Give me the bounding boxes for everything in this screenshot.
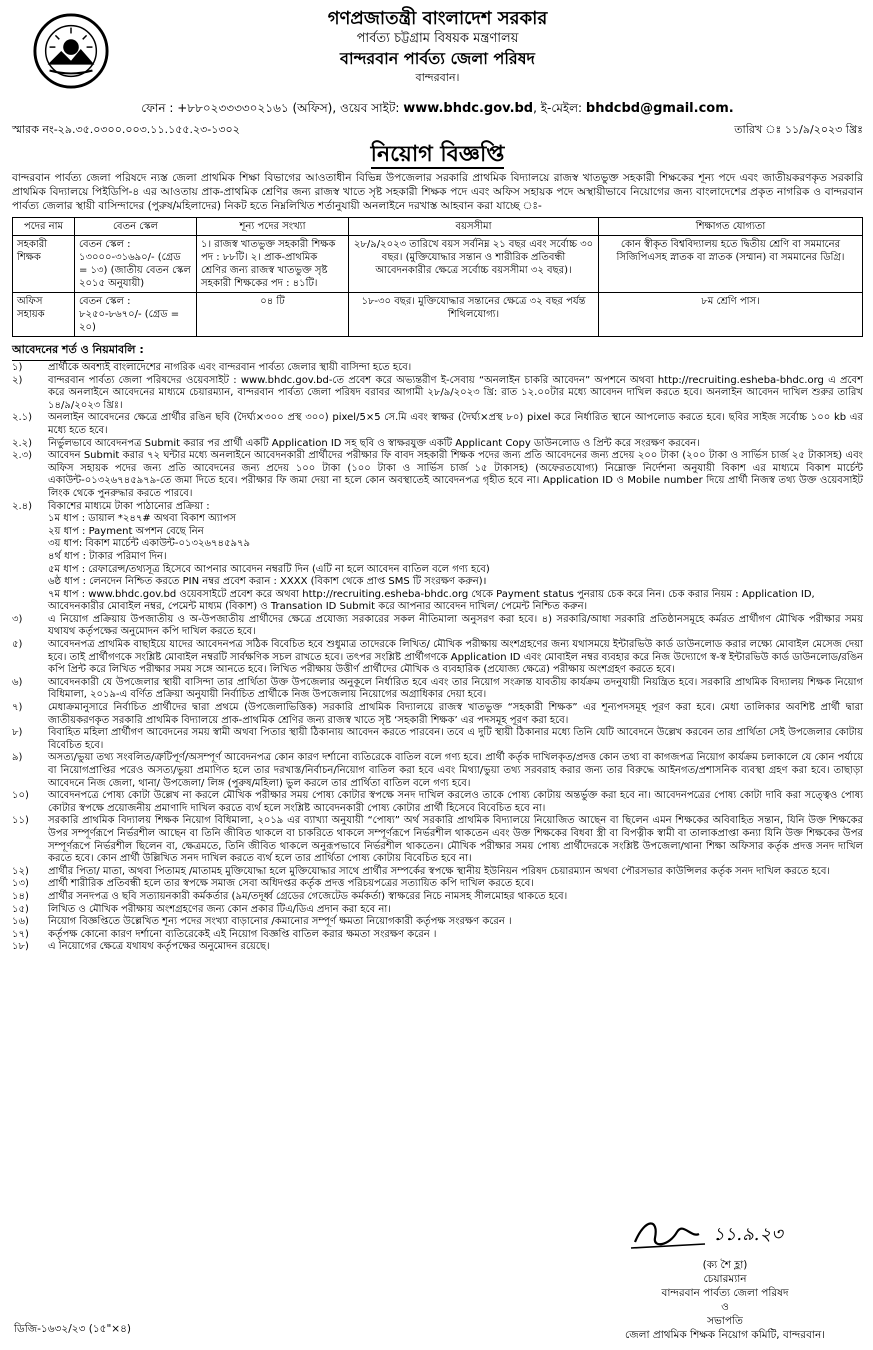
table-row — [13, 293, 863, 337]
list-item: ২.৪) বিকাশের মাধ্যমে টাকা পাঠানোর প্রক্রিয়া : — [12, 500, 210, 512]
list-item: ২.৩) আবেদন Submit করার ৭২ ঘন্টার মধ্যে অনলাইনে আবেদনকারী প্রার্থীদের পরীক্ষার ফি বাবদ সহকারী শিক্ষক পদের জন্য প্রতি আবেদনের জন্য প্রদেয় ২০০ টাকা (২০০ টাকা ও সার্ভিস চার্জ ২৫ টাকাসহ) এবং অফিস সহায়ক পদের জন্য প্রতি আবেদনের জন্য প্রদেয় ১০০ টাকা (১০০ টাকা ও সার্ভিস চার্জ ১৫ টাকাসহ) (অফেরতযোগ্য) নিম্নোক্ত নির্দেশনা অনুযায়ী বিকাশ এর মাধ্যমে বিকাশ মার্চেন্ট একাউন্ট-০১৩২৬৭৪৫৯৭৯-তে জমা দিতে হবে। পরীক্ষার ফি জমা দেয়া না হলে কোন অবস্থাতেই আবেদনপত্র গৃহীত হবে না। Application ID ও Mobile number দিয়ে প্রার্থী নিজস্ব তথ্য উক্ত ওয়েবসাইট লিংক থেকে পুনরুদ্ধার করতে পারবে। — [12, 450, 863, 499]
signatory-name: (ক্য শৈ হ্লা) — [702, 1259, 748, 1271]
list-item: ৩) এ নিয়োগ প্রক্রিয়ায় উপজাতীয় ও অ-উপজাতীয় প্রার্থীদের ক্ষেত্রে প্রযোজ্য সরকারের সকল নীতিমালা অনুসরণ করা হবে। ৪) সরকারি/আধা সরকারি প্রতিষ্ঠানসমূহে কর্মরত প্রার্থীগণ মৌখিক পরীক্ষার সময় যথাযথ কর্তৃপক্ষের অনুমোদন কপি দাখিল করতে হবে। — [12, 613, 863, 638]
list-item: ৫) আবেদনপত্র প্রাথমিক বাছাইয়ে যাদের আবেদনপত্র সঠিক বিবেচিত হবে শুধুমাত্র তাদেরকে লিখিত/ মৌখিক পরীক্ষায় অংশগ্রহণের জন্য যথাসময়ে ইন্টারভিউ কার্ড ডাউনলোড করার লক্ষ্যে মোবাইল মেসেজ দেয়া হবে। তাই প্রার্থীগণকে সংশ্লিষ্ট মোবাইল নম্বরটি সার্বক্ষণিক সচল রাখতে হবে। তৎপর সংশ্লিষ্ট প্রার্থীগণকে Application ID এবং মোবাইল নম্বর ব্যবহার করে নিজ উদ্যোগে স্ব-স্ব ইন্টারভিউ কার্ড ডাউনলোড/রঙিন কপি প্রিন্ট করে লিখিত পরীক্ষার সময় সঙ্গে আনতে হবে। লিখিত পরীক্ষায় উত্তীর্ণ প্রার্থীদের মৌখিক ও ব্যবহারিক (প্রযোজ্য ক্ষেত্রে) পরীক্ষায় অংশগ্রহণ করতে হবে। — [12, 639, 863, 676]
list-item: ১৩) প্রার্থী শারীরিক প্রতিবন্ধী হলে তার স্বপক্ষে সমাজ সেবা অধিদপ্তর কর্তৃক প্রদত্ত পরিচয়পত্রের সত্যায়িত কপি দাখিল করতে হবে। — [12, 878, 534, 890]
email-label: , ই-মেইল: — [533, 101, 583, 115]
list-item: ২) বান্দরবান পার্বত্য জেলা পরিষদের ওয়েবসাইট : www.bhdc.gov.bd-তে প্রবেশ করে অভ্যন্তরীণ ই-সেবায় “অনলাইন চাকরি আবেদন” অপশনে অথবা http://recruiting.esheba-bhdc.org এ প্রবেশ করে অনলাইনে আবেদনের মাধ্যমে চেয়ারম্যান, বান্দরবান পার্বত্য জেলা পরিষদ বরাবর আগামী ২৮/৯/২০২৩ খ্রি: রাত ১২.০০টার মধ্যে আবেদন দাখিল করতে হবে। অনলাইন আবেদন দাখিল শুরুর তারিখ ১৪/৯/২০২৩ খ্রিঃ। — [12, 374, 863, 411]
list-item: ৮) বিবাহিত মহিলা প্রার্থীগণ আবেদনের সময় স্বামী অথবা পিতার স্থায়ী ঠিকানায় আবেদন করতে পারবেন। তবে এ দুটি স্থায়ী ঠিকানার মধ্যে তিনি যেটি আবেদনে উল্লেখ করবেন তার প্রার্থিতা সেই উপজেলার কোটায় বিবেচিত হবে। — [12, 727, 863, 751]
cell-vacancy: ০৪ টি — [197, 293, 349, 337]
list-item: ১৭) কর্তৃপক্ষ কোনো কারণ দর্শানো ব্যতিরেকেই এই নিয়োগ বিজ্ঞপ্তি বাতিল করার ক্ষমতা সংরক্ষণ করেন । — [12, 928, 437, 940]
cell-qualification: ৮ম শ্রেণি পাস। — [599, 293, 863, 337]
signature-icon — [625, 1208, 825, 1254]
cell-age: ১৮-৩০ বছর। মুক্তিযোদ্ধার সন্তানের ক্ষেত্রে ৩২ বছর পর্যন্ত শিথিলযোগ্য। — [349, 293, 599, 337]
location: বান্দরবান। — [415, 71, 460, 84]
memo-number: স্মারক নং-২৯.৩৫.০৩০০.০০৩.১১.১৫৫.২৩-১৩০২ — [12, 123, 240, 136]
cell-qualification: কোন স্বীকৃত বিশ্ববিদ্যালয় হতে দ্বিতীয় শ্রেণি বা সমমানের সিজিপিএসহ স্নাতক বা স্নাতক (সম্মান) বা সমমানের ডিগ্রি। — [599, 236, 863, 293]
step-item: ১ম ধাপ : ডায়াল *২৪৭# অথবা বিকাশ অ্যাপস — [48, 513, 237, 525]
table-header-row — [13, 218, 863, 236]
step-item: ২য় ধাপ : Payment অপশন বেছে নিন — [48, 525, 204, 537]
memo-row — [12, 123, 863, 137]
cell-post: অফিস সহায়ক — [13, 293, 75, 337]
step-item: ৪র্থ ধাপ : টাকার পরিমাণ দিন। — [48, 550, 167, 562]
step-item: ৫ম ধাপ : রেফারেন্স/তথ্যসূত্র হিসেবে আপনার আবেদন নম্বরটি দিন (এটি না হলে আবেদন বাতিল বলে গণ্য হবে) — [48, 563, 490, 575]
step-item: ৭ম ধাপ : www.bhdc.gov.bd ওয়েবসাইটে প্রবেশ করে অথবা http://recruiting.esheba-bhdc.org থেকে Payment status পুনরায় চেক করে নিন। চেক করার নিয়ম : Application ID, আবেদনকারীর মোবাইল নম্বর, পেমেন্ট মাধ্যম (বিকাশ) ও Transation ID Submit করে আপনার আবেদন দাখিল/ পেমেন্ট নিশ্চিত করুন। — [48, 588, 815, 613]
step-item: ৬ষ্ঠ ধাপ : লেনদেন নিশ্চিত করতে PIN নম্বর প্রবেশ করান : XXXX (বিকাশ থেকে প্রাপ্ত SMS টি সংরক্ষণ করুন)। — [48, 576, 487, 588]
header-vacancy: শূন্য পদের সংখ্যা — [197, 218, 349, 236]
signatory-title3: সভাপতি — [707, 1315, 743, 1327]
intro-paragraph: বান্দরবান পার্বত্য জেলা পরিষদে ন্যস্ত জেলা প্রাথমিক শিক্ষা বিভাগের আওতাধীন বিভিন্ন উপজেলার সরকারি প্রাথমিক বিদ্যালয়ে রাজস্ব খাতভুক্ত সহকারী শিক্ষকের শূন্য পদে এবং জাতীয়করণকৃত সরকারি প্রাথমিক বিদ্যালয়ে পিইডিপি-৪ এর আওতায় প্রাক-প্রাথমিক শ্রেণির জন্য রাজস্ব খাতে সৃষ্ট সহকারী শিক্ষক পদে এবং অফিস সহায়ক পদে অস্থায়ীভাবে নিয়োগের জন্য বাংলাদেশের প্রকৃত নাগরিক ও বান্দরবান পার্বত্য জেলার স্থায়ী বাসিন্দাদের (পুরুষ/মহিলাদের) নিকট হতে নিম্নলিখিত শর্তানুযায়ী অনলাইনে দরখাস্ত আহবান করা যাচ্ছে ঃ- — [12, 172, 863, 212]
council-logo-icon — [32, 12, 110, 90]
cell-scale: বেতন স্কেল : ১৩০০০-৩১৬৯০/- (গ্রেড = ১৩) (জাতীয় বেতন স্কেল ২০১৫ অনুযায়ী) — [75, 236, 197, 293]
list-item: ১২) প্রার্থীর পিতা/ মাতা, অথবা পিতামহ /মাতামহ মুক্তিযোদ্ধা হলে মুক্তিযোদ্ধার সাথে প্রার্থীর সম্পর্কের স্বপক্ষে স্থানীয় ইউনিয়ন পরিষদ চেয়ারম্যান অথবা পৌরসভার কাউন্সিলর কর্তৃক সনদ দাখিল করতে হবে। — [12, 865, 830, 877]
list-item: ১৬) নিয়োগ বিজ্ঞপ্তিতে উল্লেখিত শূন্য পদের সংখ্যা বাড়ানোর /কমানোর সম্পূর্ণ ক্ষমতা নিয়োগকারী কর্তৃপক্ষ সংরক্ষণ করেন । — [12, 916, 512, 928]
council-title: বান্দরবান পার্বত্য জেলা পরিষদ — [340, 49, 535, 68]
terms-list — [12, 362, 863, 954]
signature-date: ১১.৯.২৩ — [713, 1224, 783, 1245]
email-link[interactable]: bhdcbd@gmail.com. — [585, 101, 734, 116]
list-item: ১১) সরকারি প্রাথমিক বিদ্যালয় শিক্ষক নিয়োগ বিধিমালা, ২০১৯ এর ব্যাখ্যা অনুযায়ী “পোষ্য” অর্থ সরকারি প্রাথমিক বিদ্যালয়ে নিয়োজিত আছেন বা ছিলেন এমন শিক্ষকের অবিবাহিত সন্তান, যিনি উক্ত শিক্ষকের উপর সম্পূর্ণরূপে নির্ভরশীল আছেন বা তিনি জীবিত থাকলে বা চাকরিতে থাকলে সম্পূর্ণরূপে নির্ভরশীল থাকতেন এবং উক্ত শিক্ষকের বিধবা স্ত্রী বা বিপত্নীক স্বামী বা তালাকপ্রাপ্তা কন্যা যিনি উক্ত শিক্ষকের উপর সম্পূর্ণরূপে নির্ভরশীল ছিলেন বা, ক্ষেত্রমতে, তিনি জীবিত থাকলে অনুরূপভাবে নির্ভরশীল থাকতেন। মৌখিক পরীক্ষার সময় পোষ্য প্রার্থীদেরকে সংশ্লিষ্ট উপজেলা/থানা শিক্ষা অফিসার কর্তৃক প্রদত্ত সনদ দাখিল করতে হবে। কোন প্রার্থী উল্লিখিত সনদ দাখিল করতে ব্যর্থ হলে তার প্রার্থিতা পোষ্য কোটায় বিবেচিত হবে না। — [12, 815, 863, 865]
list-item: ১০) আবেদনপত্রে পোষ্য কোটা উল্লেখ না করলে মৌখিক পরীক্ষার সময় পোষ্য কোটার স্বপক্ষে সনদ দাখিল করলেও তাকে পোষ্য কোটায় অন্তর্ভুক্ত করা হবে না। আবেদনপত্রের পোষ্য কোটা দাবি করা সত্ত্বেও পোষ্য কোটার স্বপক্ষে প্রয়োজনীয় প্রমাণাদি দাখিল করতে ব্যর্থ হলে সংশ্লিষ্ট আবেদনকারী পোষ্য কোটার প্রার্থী হিসেবে বিবেচিত হবে না। — [12, 790, 863, 814]
step-item: ৩য় ধাপ: বিকাশ মার্চেন্ট একাউন্ট-০১৩২৬৭৪৫৯৭৯ — [48, 538, 250, 550]
website-link[interactable]: www.bhdc.gov.bd — [403, 101, 534, 116]
terms-heading: আবেদনের শর্ত ও নিয়মাবলি : — [12, 341, 144, 361]
cell-age: ২৮/৯/২০২৩ তারিখে বয়স সর্বনিম্ন ২১ বছর এবং সর্বোচ্চ ৩০ বছর। (মুক্তিযোদ্ধার সন্তান ও শারীরিক প্রতিবন্ধী আবেদনকারীর ক্ষেত্রে সর্বোচ্চ বয়সসীমা ৩২ বছর)। — [349, 236, 599, 293]
table-row — [13, 236, 863, 293]
footer-code: ডিজি-১৬৩২/২৩ (১৫"×৪) — [14, 1323, 132, 1335]
cell-post: সহকারী শিক্ষক — [13, 236, 75, 293]
list-item: ৬) আবেদনকারী যে উপজেলার স্থায়ী বাসিন্দা তার প্রার্থিতা উক্ত উপজেলার অনুকূলে নির্ধারিত হবে এবং তার নিয়োগ সংক্রান্ত যাবতীয় কার্যক্রম তদনুযায়ী নিয়ন্ত্রিত হবে। সরকারি প্রাথমিক বিদ্যালয় শিক্ষক নিয়োগ বিধিমালা, ২০১৯-এ বর্ণিত প্রক্রিয়া অনুযায়ী নির্বাচিত প্রার্থীকে নিজ উপজেলায় নিয়োগের অগ্রাধিকার দেয়া হবে। — [12, 676, 863, 701]
phone-text: ফোন : +৮৮০২৩৩৩৩০২১৬১ (অফিস), ওয়েব সাইট: — [141, 101, 400, 115]
bkash-steps — [12, 513, 863, 614]
list-item: ১) প্রার্থীকে অবশ্যই বাংলাদেশের নাগরিক এবং বান্দরবান পার্বত্য জেলার স্থায়ী বাসিন্দা হতে হবে। — [12, 362, 412, 373]
signature-block — [605, 1208, 845, 1342]
cell-scale: বেতন স্কেল : ৮২৫০-৮৬৭০/- (গ্রেড = ২০) — [75, 293, 197, 337]
list-item: ২.২) নির্ভুলভাবে আবেদনপত্র Submit করার পর প্রার্থী একটি Application ID সহ ছবি ও স্বাক্ষরযুক্ত একটি Applicant Copy ডাউনলোড ও প্রিন্ট করে সংরক্ষণ করবেন। — [12, 437, 700, 449]
list-item: ৯) অসত্য/ভুয়া তথ্য সংবলিত/ত্রুটিপূর্ণ/অসম্পূর্ণ আবেদনপত্র কোন কারণ দর্শানো ব্যতিরেকে বাতিল বলে গণ্য হবে। প্রার্থী কর্তৃক দাখিলকৃত/প্রদত্ত কোন তথ্য বা কাগজপত্র নিয়োগ কার্যক্রম চলাকালে যে কোন পর্যায়ে বা নিয়োগপ্রাপ্তির পরেও অসত্য/ভুয়া প্রমাণিত হলে তার দরখাস্ত/নির্বাচন/নিয়োগ বাতিল করা হবে এবং মিথ্যা/ভুয়া তথ্য সরবরাহ করার জন্য তার বিরুদ্ধে আইনগত/প্রশাসনিক ব্যবস্থা গ্রহণ করা হবে। তাছাড়া আবেদনে নিজ জেলা, থানা/ উপজেলা/ লিঙ্গ (পুরুষ/মহিলা) ভুল করলে তার প্রার্থিতা বাতিল বলে গণ্য হবে। — [12, 752, 863, 789]
notice-title: নিয়োগ বিজ্ঞপ্তি — [370, 142, 505, 167]
list-item: ১৫) লিখিত ও মৌখিক পরীক্ষায় অংশগ্রহণের জন্য কোন প্রকার টিএ/ডিএ প্রদান করা হবে না। — [12, 903, 391, 915]
list-item: ২.১) অনলাইন আবেদনের ক্ষেত্রে প্রার্থীর রঙিন ছবি (দৈর্ঘ্য×৩০০ প্রস্থ ৩০০) pixel/5×5 সে.মি এবং স্বাক্ষর (দৈর্ঘ্য×প্রস্থ ৮০) pixel করে নির্ধারিত স্থানে আপলোড করতে হবে। ছবির সাইজ সর্বোচ্চ ১০০ kb এর মধ্যে হতে হবে। — [12, 412, 863, 436]
list-item: ৭) মেধাক্রমানুসারে নির্বাচিত প্রার্থীদের দ্বারা প্রথমে (উপজেলাভিত্তিক) সরকারি প্রাথমিক বিদ্যালয়ে রাজস্ব খাতভুক্ত “সহকারী শিক্ষক” এর শূন্যপদসমূহ পূরণ করা হবে। মেধা তালিকার অবশিষ্ট প্রার্থী দ্বারা জাতীয়করণকৃত সরকারি প্রাথমিক বিদ্যালয়ে প্রাক-প্রাথমিক শ্রেণির জন্য রাজস্ব খাতে সৃষ্ট ‘সহকারী শিক্ষক’ এর পদসমূহ পূরণ করা হবে। — [12, 702, 863, 726]
signatory-title1: চেয়ারম্যান — [703, 1273, 747, 1285]
signatory-title4: জেলা প্রাথমিক শিক্ষক নিয়োগ কমিটি, বান্দরবান। — [625, 1329, 825, 1341]
ministry-title: পার্বত্য চট্টগ্রাম বিষয়ক মন্ত্রণালয় — [356, 31, 519, 46]
header-age: বয়সসীমা — [349, 218, 599, 236]
cell-vacancy: ১। রাজস্ব খাতভুক্ত সহকারী শিক্ষক পদ : ৮৮টি। ২। প্রাক-প্রাথমিক শ্রেণির জন্য রাজস্ব খাতভুক্ত সৃষ্ট সহকারী শিক্ষকের পদ : ৪১টি। — [197, 236, 349, 293]
header — [12, 8, 863, 96]
list-item: ১৪) প্রার্থীর সনদপত্র ও ছবি সত্যায়নকারী কর্মকর্তার (৯ম/তদূর্ধ্ব গ্রেডের গেজেটেড কর্মকর্তা) স্বাক্ষরের নিচে নামসহ সীলমোহর থাকতে হবে। — [12, 890, 568, 902]
list-item: ১৮) এ নিয়োগের ক্ষেত্রে যথাযথ কর্তৃপক্ষের অনুমোদন রয়েছে। — [12, 941, 270, 953]
header-scale: বেতন স্কেল — [75, 218, 197, 236]
jobs-table — [12, 217, 863, 337]
signatory-and: ও — [721, 1301, 729, 1313]
signatory-title2: বান্দরবান পার্বত্য জেলা পরিষদ — [661, 1287, 789, 1299]
header-post: পদের নাম — [13, 218, 75, 236]
contact-line — [12, 100, 863, 117]
header-qualification: শিক্ষাগত যোগ্যতা — [599, 218, 863, 236]
memo-date: তারিখ ঃ ১১/৯/২০২৩ খ্রিঃ — [734, 123, 863, 136]
govt-title: গণপ্রজাতন্ত্রী বাংলাদেশ সরকার — [327, 8, 548, 29]
